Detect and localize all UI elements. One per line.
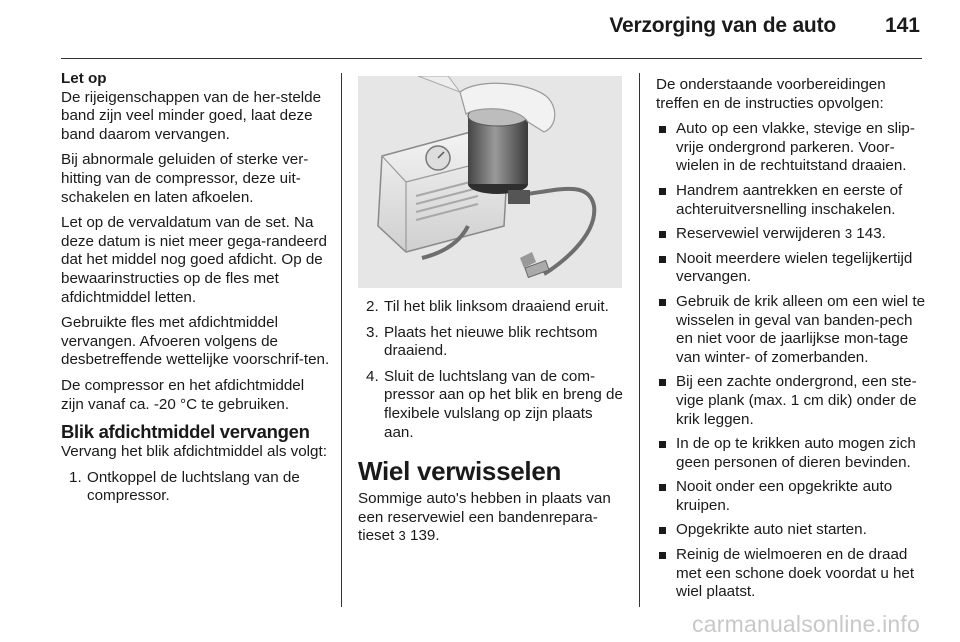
bullet-item: [656, 435, 926, 472]
note-paragraph: Gebruikte fles met afdichtmiddel vervangen. Afvoeren volgens de desbetreffende wettelijke voorschrif-ten.: [61, 314, 330, 369]
step-number: 3.: [366, 323, 379, 341]
header-rule: [61, 58, 922, 59]
column-left: [61, 70, 331, 513]
step-number: 1.: [69, 468, 82, 486]
bullet-text: Opgekrikte auto niet starten.: [676, 521, 867, 539]
square-bullet-icon: [659, 527, 666, 534]
page-reference-arrow-icon: 3: [844, 226, 853, 242]
bullet-text: Gebruik de krik alleen om een wiel te wisselen in geval van banden-pech en niet voor de jaarlijkse mon-tage van winter- of zomerbanden.: [676, 292, 926, 366]
bullet-item: [656, 182, 926, 219]
bullet-text: Reservewiel verwijderen: [676, 225, 841, 243]
page-reference-arrow-icon: 3: [398, 528, 406, 544]
square-bullet-icon: [659, 379, 666, 386]
note-title: Let op: [61, 70, 107, 87]
square-bullet-icon: [659, 552, 666, 559]
bullet-item: [656, 120, 926, 176]
square-bullet-icon: [659, 126, 666, 133]
step-text: Sluit de luchtslang van de com-pressor aan op het blik en breng de flexibele vulslang op zijn plaats aan.: [384, 367, 623, 441]
page-reference[interactable]: 139.: [410, 527, 440, 545]
square-bullet-icon: [659, 188, 666, 195]
step-text: Ontkoppel de luchtslang van de compressor.: [87, 468, 300, 505]
bullet-text: Nooit onder een opgekrikte auto kruipen.: [676, 478, 893, 514]
bullet-text: Auto op een vlakke, stevige en slip-vrije ondergrond parkeren. Voor-wielen in de rechtuitstand draaien.: [676, 120, 915, 175]
bullet-text: Bij een zachte ondergrond, een ste-vige plank (max. 1 cm dik) onder de krik leggen.: [676, 373, 917, 428]
page-header-title: Verzorging van de auto: [609, 14, 836, 37]
bullet-item: [656, 293, 926, 367]
column-middle: [358, 298, 624, 553]
square-bullet-icon: [659, 441, 666, 448]
step-item: [61, 469, 331, 506]
column-right: [656, 76, 926, 608]
bullet-text: Handrem aantrekken en eerste of achteruitversnelling inschakelen.: [676, 181, 903, 218]
bullet-text: Reinig de wielmoeren en de draad met een schone doek voordat u het wiel plaatst.: [676, 546, 915, 601]
square-bullet-icon: [659, 484, 666, 491]
bullet-text: In de op te krikken auto mogen zich geen personen of dieren bevinden.: [676, 435, 916, 471]
bullet-text: Nooit meerdere wielen tegelijkertijd vervangen.: [676, 249, 913, 286]
bullet-item: [656, 225, 926, 244]
bullet-item: [656, 478, 926, 515]
section-intro: [358, 490, 624, 546]
note-paragraph: De compressor en het afdichtmiddel zijn vanaf ca. -20 °C te gebruiken.: [61, 376, 305, 413]
intro-text: Sommige auto's hebben in plaats van een reservewiel een bandenrepara-tieset: [358, 490, 611, 545]
step-number: 4.: [366, 367, 379, 385]
page-number: 141: [884, 14, 920, 37]
bullet-list: [656, 120, 926, 602]
square-bullet-icon: [659, 299, 666, 306]
bullet-item: [656, 546, 926, 602]
step-item: [358, 368, 624, 442]
note-paragraph: Bij abnormale geluiden of sterke ver-hitting van de compressor, deze uit-schakelen en laten afkoelen.: [61, 151, 309, 206]
bullet-item: [656, 521, 926, 540]
compressor-photo: [358, 76, 622, 288]
step-text: Til het blik linksom draaiend eruit.: [384, 298, 609, 315]
bullet-item: [656, 373, 926, 429]
column-divider-left: [341, 73, 342, 607]
compressor-illustration-icon: [358, 76, 622, 288]
section-intro: Vervang het blik afdichtmiddel als volgt:: [61, 443, 327, 461]
step-list: [61, 469, 331, 506]
page-reference[interactable]: 143.: [856, 225, 886, 243]
note-paragraph: De rijeigenschappen van de her-stelde band zijn veel minder goed, laat deze band daarom vervangen.: [61, 88, 322, 143]
square-bullet-icon: [659, 231, 666, 238]
column-divider-right: [639, 73, 640, 607]
section-heading-replace-canister: Blik afdichtmiddel vervangen: [61, 421, 310, 443]
step-item: [358, 324, 624, 361]
step-list: [358, 298, 624, 442]
step-item: [358, 298, 624, 317]
step-number: 2.: [366, 298, 379, 315]
bullet-item: [656, 250, 926, 287]
section-heading-wheel-change: Wiel verwisselen: [358, 456, 562, 487]
step-text: Plaats het nieuwe blik rechtsom draaiend.: [384, 323, 598, 360]
note-paragraph: Let op de vervaldatum van de set. Na deze datum is niet meer gega-randeerd dat het middel nog goed afdicht. Op de bewaarinstructies op de fles met afdichtmiddel letten.: [61, 214, 327, 306]
bullets-intro: De onderstaande voorbereidingen treffen en de instructies opvolgen:: [656, 76, 886, 112]
square-bullet-icon: [659, 256, 666, 263]
watermark: carmanualsonline.info: [692, 611, 920, 637]
